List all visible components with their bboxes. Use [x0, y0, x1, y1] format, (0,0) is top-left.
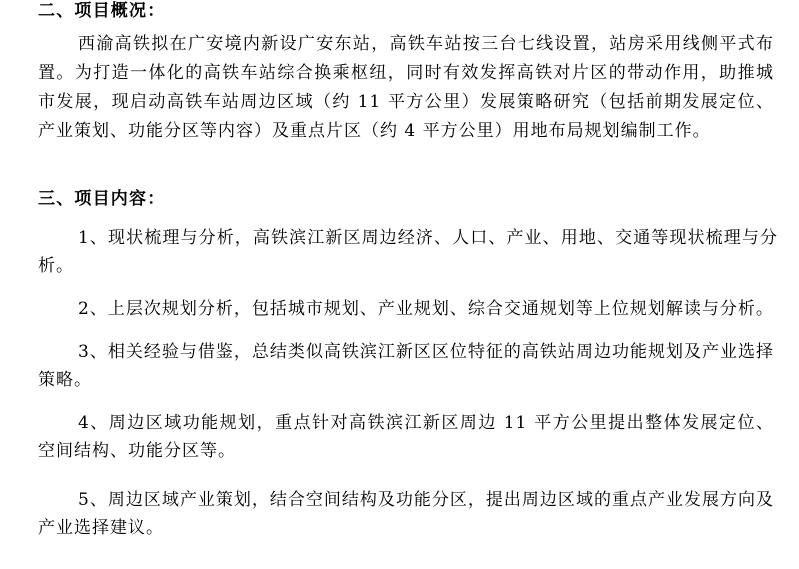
content-item-3: 3、相关经验与借鉴，总结类似高铁滨江新区区位特征的高铁站周边功能规划及产业选择策略。 [38, 342, 774, 390]
section-heading-overview: 二、项目概况： [38, 1, 166, 21]
content-item-2: 2、上层次规划分析，包括城市规划、产业规划、综合交通规划等上位规划解读与分析。 [78, 299, 774, 319]
content-item-1: 1、现状梳理与分析，高铁滨江新区周边经济、人口、产业、用地、交通等现状梳理与分析。 [38, 228, 778, 276]
overview-paragraph: 西渝高铁拟在广安境内新设广安东站，高铁车站按三台七线设置，站房采用线侧平式布置。为打造一体化的高铁车站综合换乘枢纽，同时有效发挥高铁对片区的带动作用，助推城市发展，现启动高铁车站周边区域（约 11 平方公里）发展策略研究（包括前期发展定位、产业策划、功能分区等内容）及重点片区（约 4 平方公里）用地布局规划编制工作。 [38, 34, 774, 141]
content-item-4: 4、周边区域功能规划，重点针对高铁滨江新区周边 11 平方公里提出整体发展定位、空间结构、功能分区等。 [38, 413, 774, 461]
section-heading-content: 三、项目内容： [38, 189, 166, 209]
content-item-5: 5、周边区域产业策划，结合空间结构及功能分区，提出周边区域的重点产业发展方向及产业选择建议。 [38, 490, 774, 538]
